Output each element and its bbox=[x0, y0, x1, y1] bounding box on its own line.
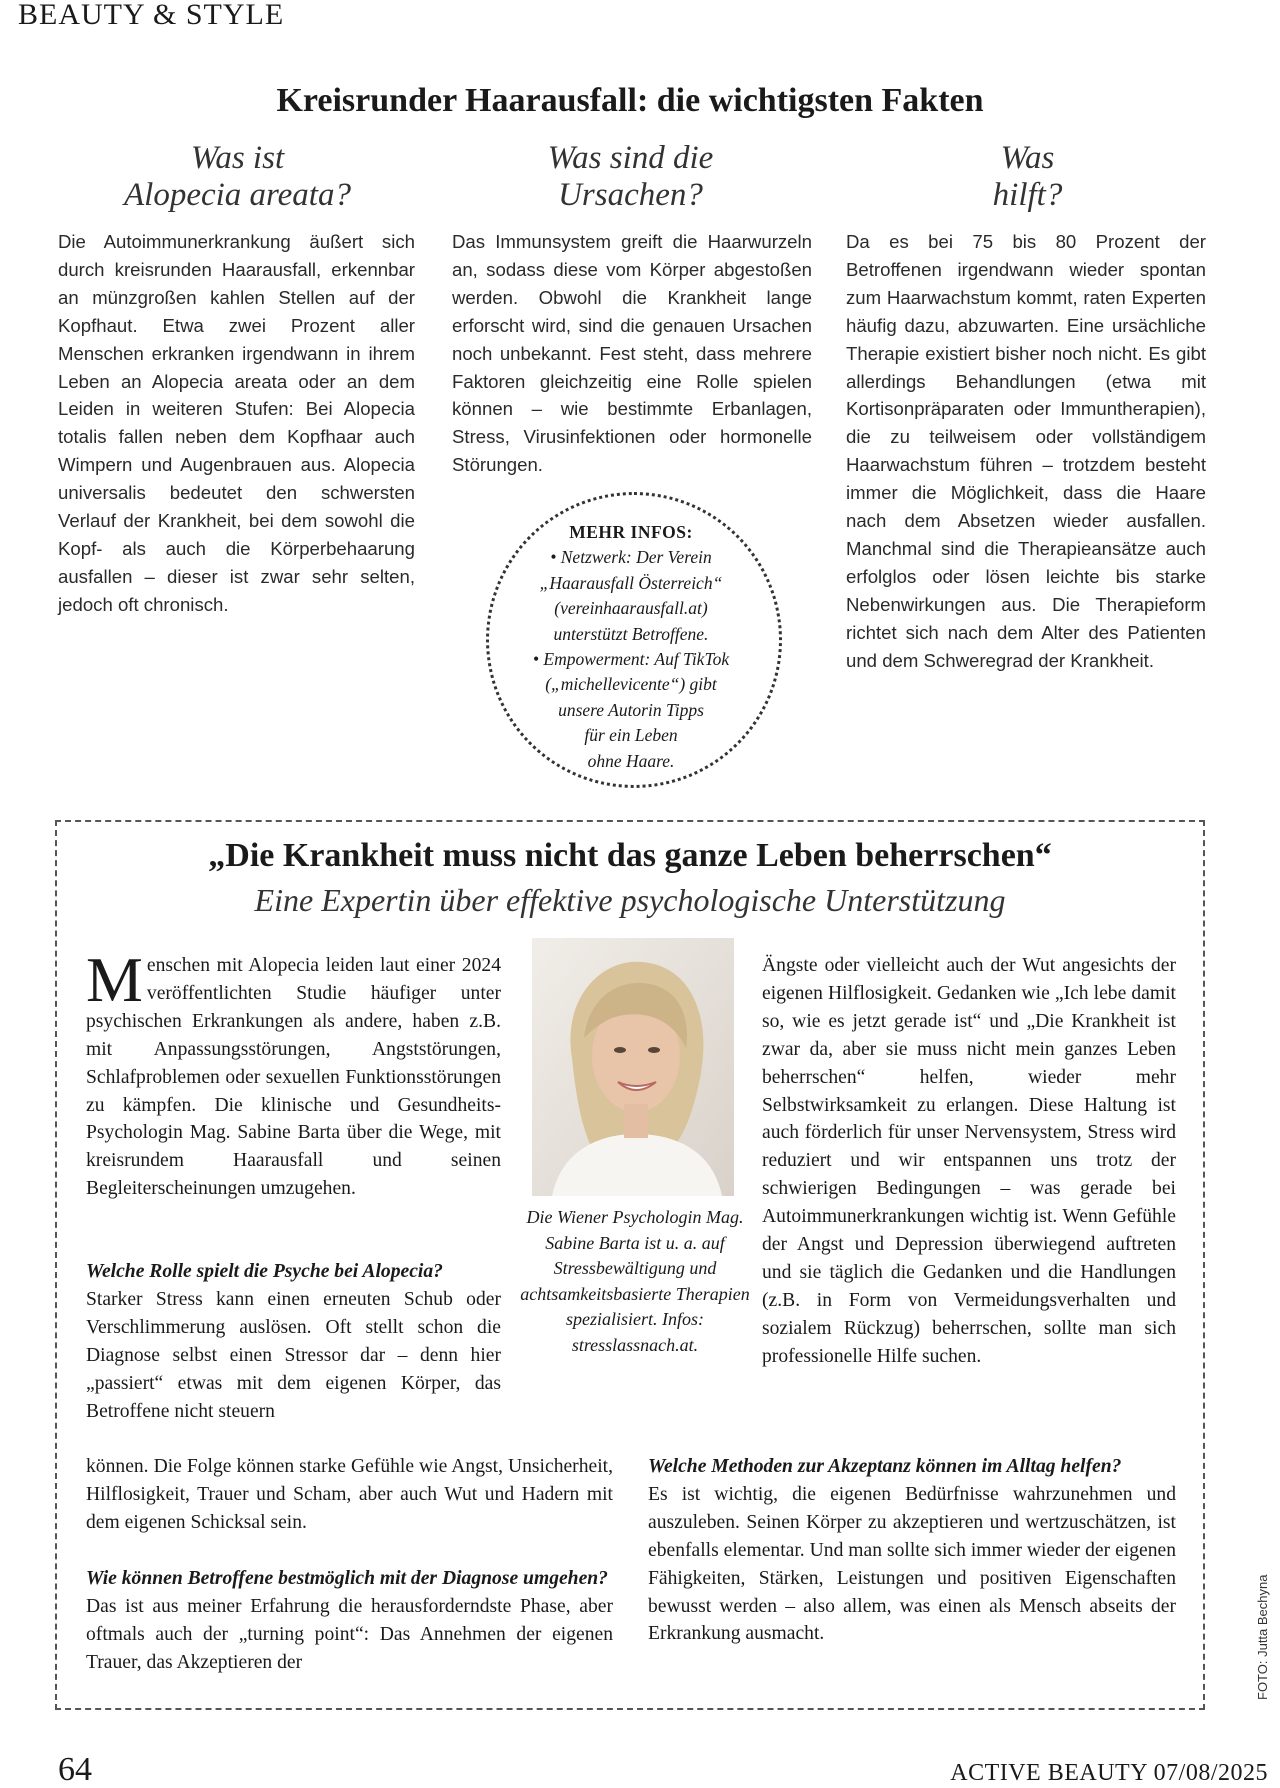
issue-label: ACTIVE BEAUTY 07/08/2025 bbox=[950, 1760, 1268, 1786]
column-heading-what-is: Was ist Alopecia areata? bbox=[124, 140, 351, 213]
interview-answer-1-cont: können. Die Folge können starke Gefühle wie Angst, Unsicherheit, Hilflosigkeit, Trauer und Scham, aber auch Wut und Hadern mit dem eigenen Schicksal sein. bbox=[86, 1456, 613, 1533]
page-number: 64 bbox=[58, 1751, 92, 1788]
interview-q3 bbox=[648, 1453, 1176, 1648]
interview-intro: Menschen mit Alopecia leiden laut einer 2024 veröffentlichten Studie häufiger unter psychischen Erkrankungen als andere, haben z.B. mit Anpassungsstörungen, Angststörungen, Schlafproblemen oder sexuellen Funktionsstörungen zu kämpfen. Die klinische und Gesundheits-Psychologin Mag. Sabine Barta über die Wege, mit kreisrundem Haarausfall und seinen Begleiterscheinungen umzugehen. bbox=[86, 944, 501, 1200]
column-body-what-helps: Da es bei 75 bis 80 Prozent der Betroffenen irgendwann wieder spontan zum Haarwachstum kommt, raten Experten häufig dazu, abzuwarten. Eine ursächliche Therapie existiert bisher noch nicht. Es gibt allerdings Behandlungen (etwa mit Kortisonpräparaten oder Immuntherapien), die zu teilweisem oder vollständigem Haarwachstum führen – trotzdem besteht immer die Möglichkeit, dass die Haare nach dem Absetzen wieder ausfallen. Manchmal sind die Therapieansätze auch erfolglos oder lösen leichte bis starke Nebenwirkungen aus. Die Therapieform richtet sich nach dem Alter des Patienten und dem Schweregrad der Krankheit. bbox=[846, 231, 1206, 671]
interview-q1 bbox=[86, 1258, 501, 1425]
column-heading-causes: Was sind die Ursachen? bbox=[547, 140, 714, 213]
question-1: Welche Rolle spielt die Psyche bei Alopecia? bbox=[86, 1261, 443, 1282]
dropcap: M bbox=[86, 944, 143, 1015]
answer-1-part1: Starker Stress kann einen erneuten Schub oder Verschlimmerung auslösen. Oft stellt schon die Diagnose selbst einen Stressor dar – denn hier „passiert“ etwas mit dem eigenen Körper, das Betroffene nicht steuern bbox=[86, 1288, 501, 1422]
info-circle-text: MEHR INFOS: • Netzwerk: Der Verein „Haarausfall Österreich“ (vereinhaarausfall.at) unterstützt Betroffene. • Empowerment: Auf TikTok („michellevicente“) gibt unsere Autorin Tipps für ein Leben ohne Haare. bbox=[486, 520, 776, 774]
column-heading-what-helps: Was hilft? bbox=[992, 140, 1063, 213]
column-body-causes: Das Immunsystem greift die Haarwurzeln an, sodass diese vom Körper abgestoßen werden. Obwohl die Krankheit lange erforscht wird, sind die genauen Ursachen noch unbekannt. Fest steht, dass mehrere Faktoren gleichzeitig eine Rolle spielen können – wie bestimmte Erbanlagen, Stress, Virusinfektionen oder hormonelle Störungen. bbox=[452, 231, 812, 476]
question-3: Welche Methoden zur Akzeptanz können im Alltag helfen? bbox=[648, 1456, 1122, 1477]
question-2: Wie können Betroffene bestmöglich mit der Diagnose umgehen? bbox=[86, 1568, 608, 1589]
photo-caption: Die Wiener Psychologin Mag. Sabine Barta ist u. a. auf Stressbewältigung und achtsamkeitsbasierte Therapien spezialisiert. Infos: stresslassnach.at. bbox=[520, 1207, 750, 1355]
portrait-photo bbox=[532, 938, 734, 1196]
answer-3: Es ist wichtig, die eigenen Bedürfnisse wahrzunehmen und auszuleben. Seinen Körper zu akzeptieren und wertzuschätzen, ist ebenfalls elementar. Und man sollte sich immer wieder der eigenen Fähigkeiten, Stärken, Leistungen und positiven Eigenschaften bewusst werden – also allem, was einen als Mensch abseits der Erkrankung ausmacht. bbox=[648, 1483, 1176, 1645]
interview-answer-2-cont: Ängste oder vielleicht auch der Wut angesichts der eigenen Hilflosigkeit. Gedanken wie „Ich lebe damit so, wie es jetzt gerade ist“ und „Die Krankheit ist zwar da, aber sie muss nicht mein ganzes Leben beherrschen“ helfen, wieder mehr Selbstwirksamkeit zu erlangen. Diese Haltung ist auch förderlich für unser Nervensystem, Stress wird reduziert und wir entspannen uns trotz der schwierigen Bedingungen – was gerade bei Autoimmunerkrankungen wichtig ist. Wenn Gefühle der Angst und Depression überwiegend auftreten und sie täglich die Gedanken und die Handlungen (z.B. in Form von Vermeidungsverhalten und sozialem Rückzug) beherrschen, sollte man sich professionelle Hilfe suchen. bbox=[762, 955, 1176, 1367]
portrait-illustration bbox=[532, 938, 734, 1196]
interview-title: „Die Krankheit muss nicht das ganze Leben beherrschen“ bbox=[208, 837, 1052, 874]
answer-2-part1: Das ist aus meiner Erfahrung die herausforderndste Phase, aber oftmals auch der „turning point“: Das Annehmen der eigenen Trauer, das Akzeptieren der bbox=[86, 1595, 613, 1673]
interview-subtitle: Eine Expertin über effektive psychologische Unterstützung bbox=[254, 882, 1006, 918]
column-body-what-is: Die Autoimmunerkrankung äußert sich durch kreisrunden Haarausfall, erkennbar an münzgroßen kahlen Stellen auf der Kopfhaut. Etwa zwei Prozent aller Menschen erkranken irgendwann in ihrem Leben an Alopecia areata oder an dem Leiden in weiteren Stufen: Bei Alopecia totalis fallen neben dem Kopfhaar auch Wimpern und Augenbrauen aus. Alopecia universalis bedeutet den schwersten Verlauf der Krankheit, bei dem sowohl die Kopf- als auch die Körperbehaarung ausfallen – dieser ist zwar sehr selten, jedoch oft chronisch. bbox=[58, 231, 415, 615]
interview-q2 bbox=[86, 1565, 613, 1677]
photo-credit: FOTO: Jutta Bechyna bbox=[1255, 1574, 1270, 1700]
info-heading: MEHR INFOS: bbox=[569, 522, 693, 542]
main-title: Kreisrunder Haarausfall: die wichtigsten Fakten bbox=[276, 82, 984, 119]
section-label: BEAUTY & STYLE bbox=[18, 0, 285, 31]
